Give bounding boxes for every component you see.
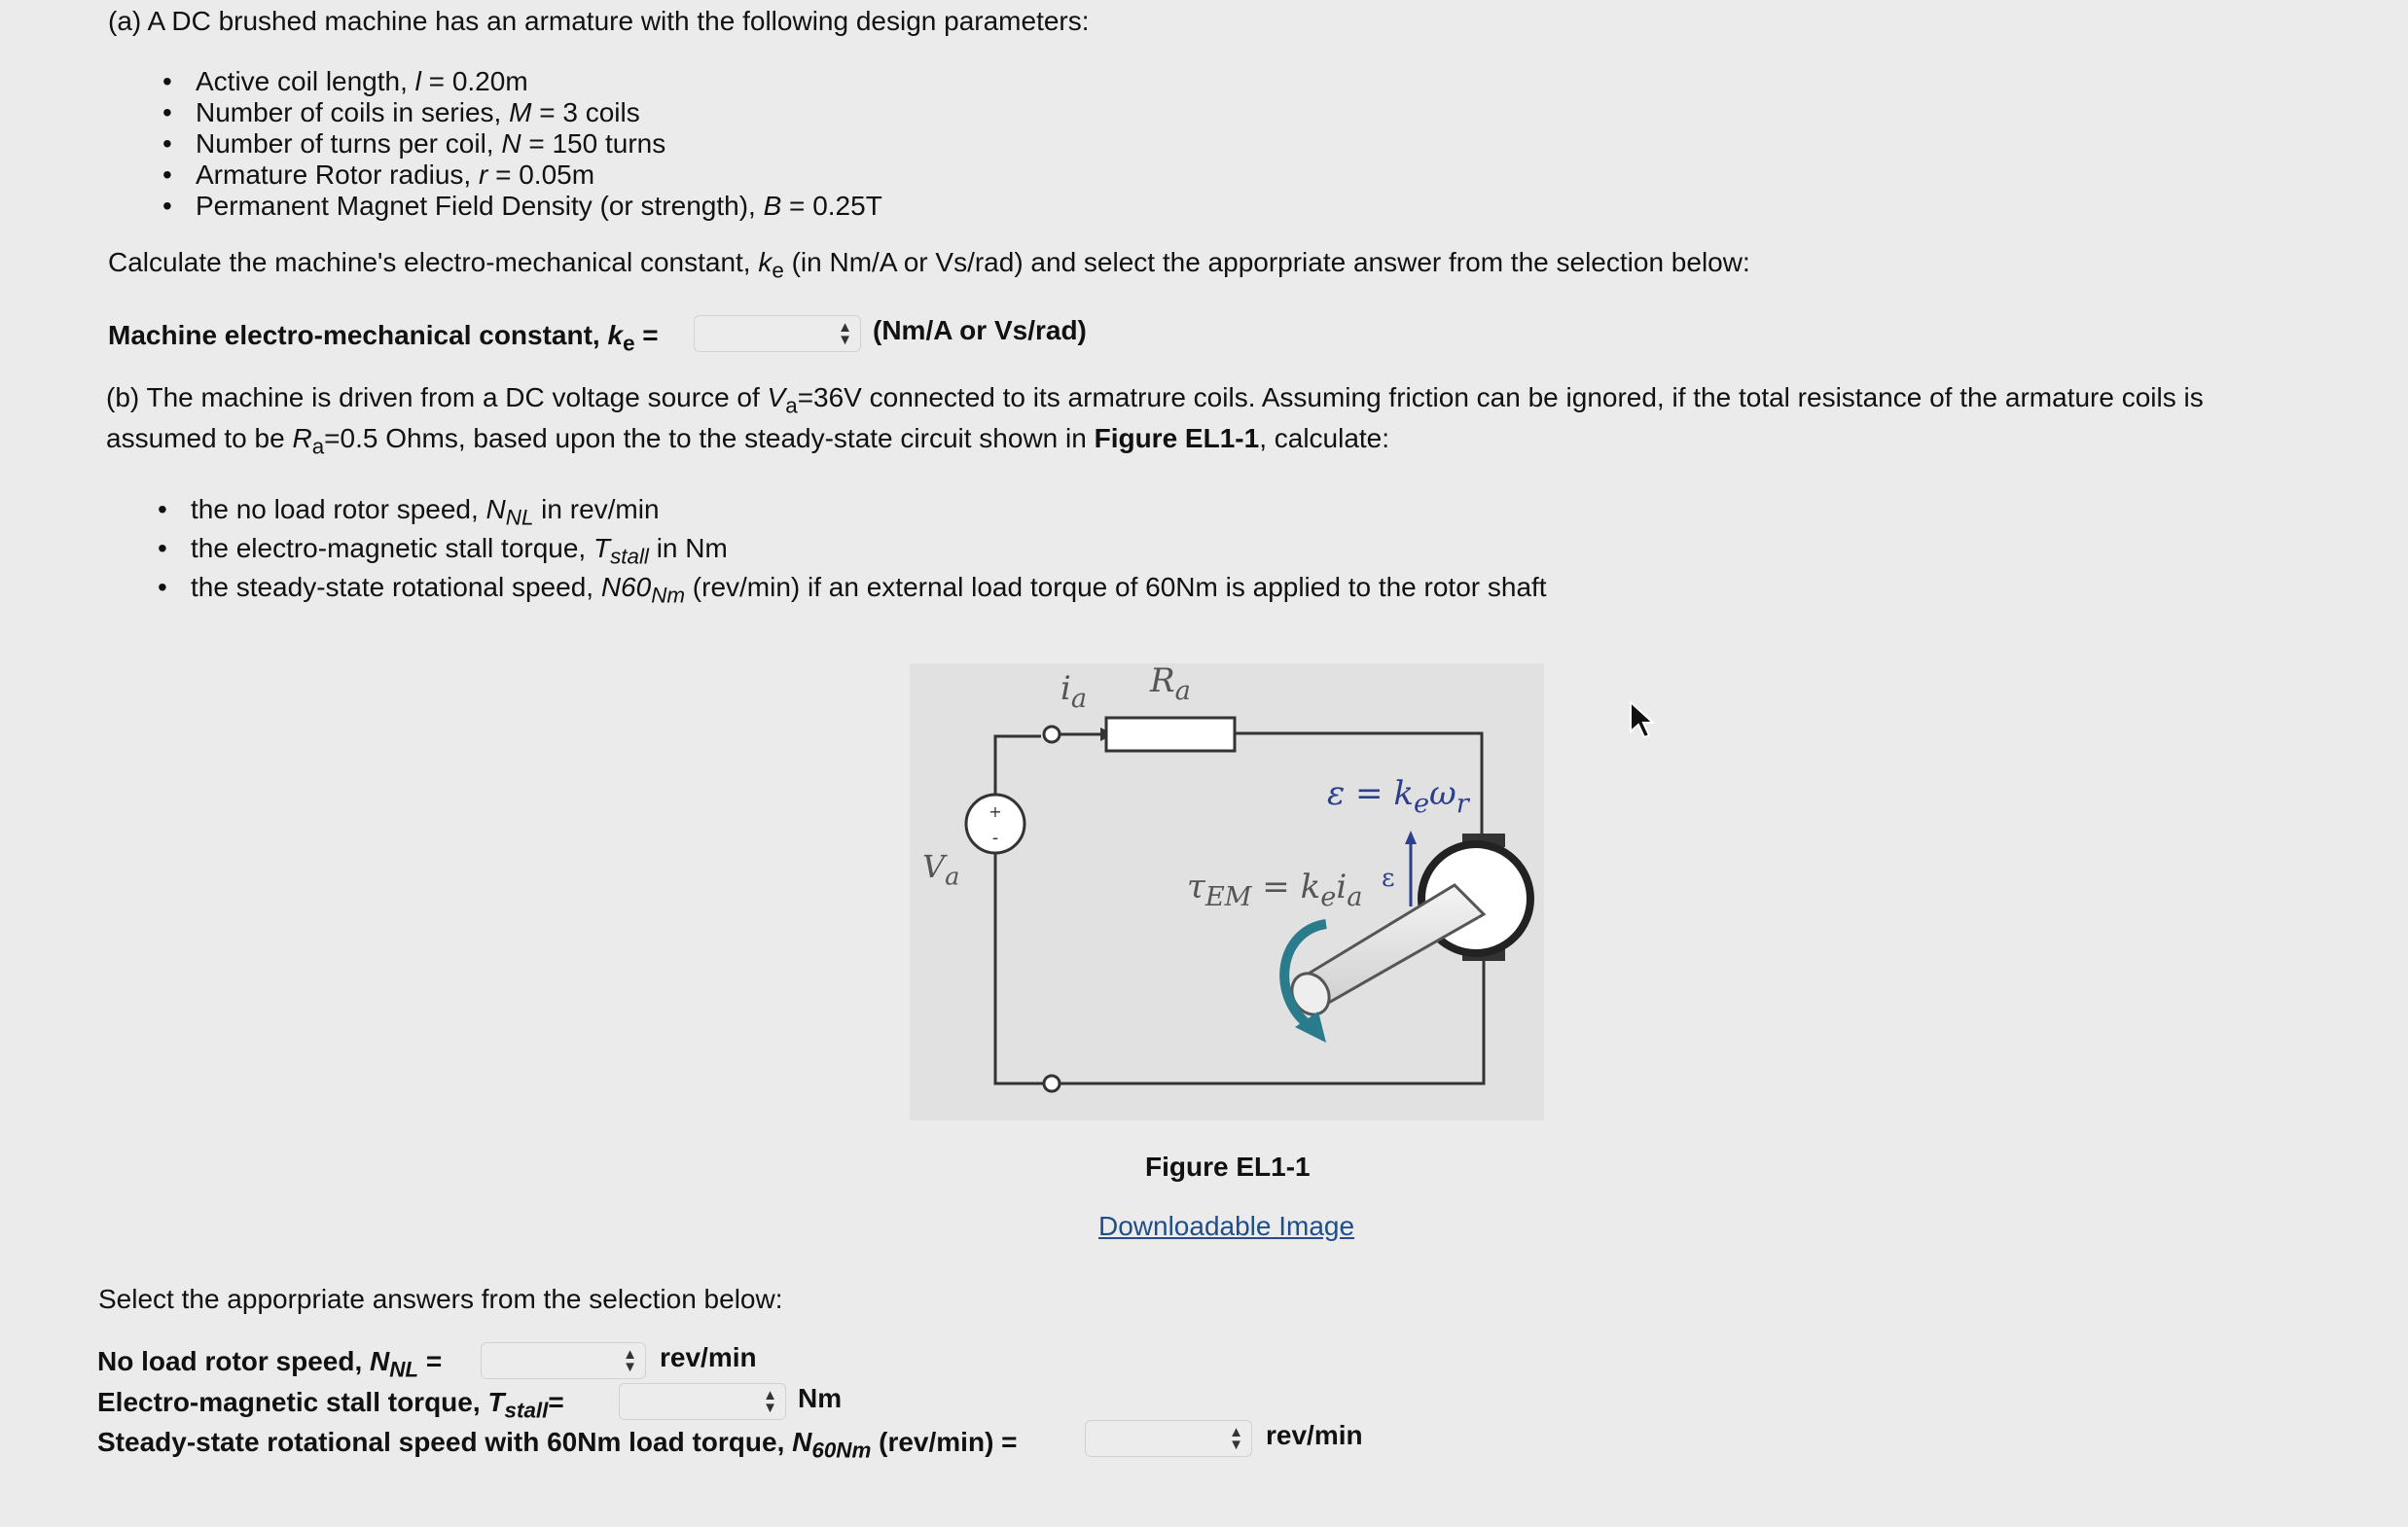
ke-answer-label: Machine electro-mechanical constant, $k_e$ = bbox=[108, 320, 659, 356]
answers-heading: Select the apporpriate answers from the selection below: bbox=[98, 1284, 783, 1314]
terminal-top bbox=[1044, 727, 1060, 742]
item-stall-torque: • the electro-magnetic stall torque, $T_{stall}$ in Nm bbox=[191, 533, 1547, 572]
tstall-label: Electro-magnetic stall torque, $T_{stall}=$ bbox=[97, 1387, 564, 1423]
n60-select[interactable] bbox=[1085, 1420, 1252, 1457]
param-coil-length: • Active coil length, l = 0.20m bbox=[196, 66, 882, 97]
nnl-label: No load rotor speed, $N_{NL}$ = bbox=[97, 1346, 443, 1382]
updown-arrows-icon: ▲ ▼ bbox=[623, 1346, 637, 1375]
param-field-density: • Permanent Magnet Field Density (or strength), B = 0.25T bbox=[196, 191, 882, 222]
part-a-intro: (a) A DC brushed machine has an armature with the following design parameters: bbox=[108, 6, 1090, 36]
updown-arrows-icon: ▲ ▼ bbox=[763, 1387, 777, 1416]
param-rotor-radius: • Armature Rotor radius, r = 0.05m bbox=[196, 160, 882, 191]
item-loaded-speed: • the steady-state rotational speed, $N60_{Nm}$ (rev/min) if an external load torque of 60Nm is applied to the rotor shaft bbox=[191, 572, 1547, 611]
resistor bbox=[1106, 718, 1235, 751]
va-label: $V_a$ bbox=[922, 848, 960, 892]
plus-sign: + bbox=[988, 802, 1002, 821]
tstall-select[interactable] bbox=[619, 1383, 786, 1420]
figure-caption: Figure EL1-1 bbox=[1145, 1152, 1311, 1182]
wire-left-lower bbox=[995, 852, 1052, 1083]
ke-select[interactable] bbox=[694, 315, 861, 352]
wire-top-left bbox=[995, 736, 996, 796]
n60-label: Steady-state rotational speed with 60Nm load torque, $N_{60Nm}$ (rev/min) = bbox=[97, 1427, 1018, 1463]
part-a-calc-text: Calculate the machine's electro-mechanical constant, $k_e$ (in Nm/A or Vs/rad) and select the apporpriate answer from the selection below: bbox=[108, 247, 1750, 283]
part-b-items bbox=[191, 494, 1547, 611]
tstall-unit: Nm bbox=[798, 1383, 843, 1413]
torque-equation: $\tau_{EM} = k_ei_a$ bbox=[1187, 868, 1363, 913]
emf-equation: $\varepsilon = k_e\omega_r$ bbox=[1327, 774, 1469, 820]
nnl-unit: rev/min bbox=[660, 1342, 757, 1372]
ke-unit: (Nm/A or Vs/rad) bbox=[873, 315, 1087, 345]
updown-arrows-icon: ▲ ▼ bbox=[838, 319, 852, 348]
eps-label: ε bbox=[1382, 864, 1395, 893]
ra-label: $R_a$ bbox=[1150, 661, 1191, 707]
wire-bottom bbox=[1060, 945, 1484, 1083]
part-b-line1: (b) The machine is driven from a DC voltage source of $V_a=36V$ connected to its armatrure coils. Assuming friction can be ignored, if the total resistance of the armature coils is bbox=[106, 382, 2204, 418]
param-coils-series: • Number of coils in series, M = 3 coils bbox=[196, 97, 882, 128]
emf-arrow-icon bbox=[1405, 831, 1417, 906]
downloadable-image-link[interactable]: Downloadable Image bbox=[1098, 1211, 1355, 1241]
nnl-select[interactable] bbox=[481, 1342, 646, 1379]
n60-unit: rev/min bbox=[1266, 1420, 1363, 1450]
parameter-list bbox=[196, 66, 882, 222]
part-b-line2: assumed to be $R_a=0.5$ Ohms, based upon the to the steady-state circuit shown in Figure EL1-1, calculate: bbox=[106, 423, 1390, 459]
minus-sign: - bbox=[991, 828, 999, 848]
mouse-pointer-icon bbox=[1629, 700, 1656, 741]
item-no-load-speed: • the no load rotor speed, $N_{NL}$ in rev/min bbox=[191, 494, 1547, 533]
terminal-bottom bbox=[1044, 1076, 1060, 1091]
param-turns-per-coil: • Number of turns per coil, N = 150 turns bbox=[196, 128, 882, 160]
ia-label: $i_a$ bbox=[1060, 669, 1088, 715]
updown-arrows-icon: ▲ ▼ bbox=[1229, 1424, 1243, 1453]
